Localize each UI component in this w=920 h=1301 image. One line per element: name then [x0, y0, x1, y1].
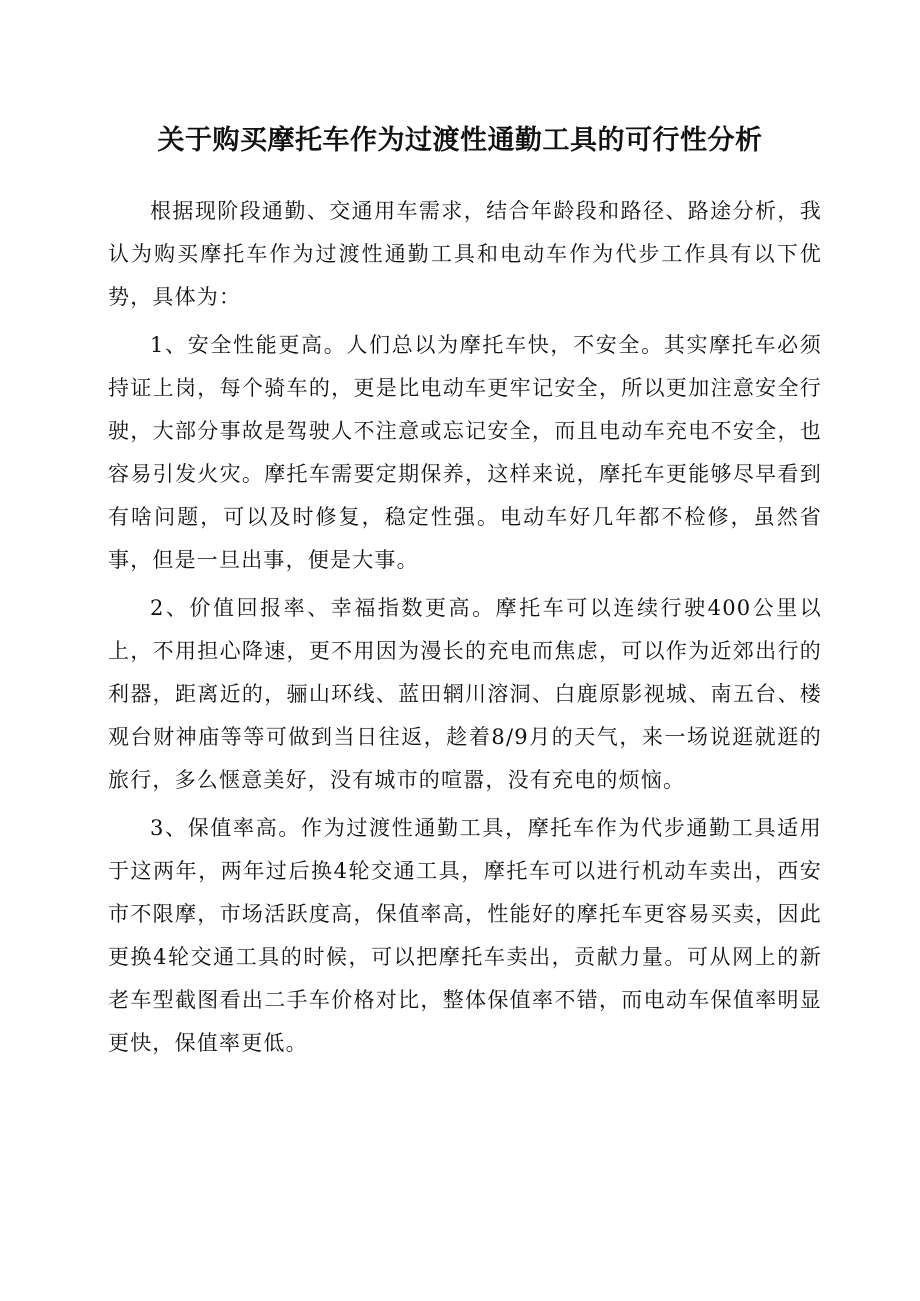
point-2-paragraph: 2、价值回报率、幸福指数更高。摩托车可以连续行驶400公里以上，不用担心降速，更不用因为漫长的充电而焦虑，可以作为近郊出行的利器，距离近的，骊山环线、蓝田辋川溶洞、白鹿原影视城、南五台、楼观台财神庙等等可做到当日往返，趁着8/9月的天气，来一场说逛就逛的旅行，多么惬意美好，没有城市的喧嚣，没有充电的烦恼。: [108, 596, 822, 792]
point-1-paragraph: 1、安全性能更高。人们总以为摩托车快，不安全。其实摩托车必须持证上岗，每个骑车的，更是比电动车更牢记安全，所以更加注意安全行驶，大部分事故是驾驶人不注意或忘记安全，而且电动车充电不安全，也容易引发火灾。摩托车需要定期保养，这样来说，摩托车更能够尽早看到有啥问题，可以及时修复，稳定性强。电动车好几年都不检修，虽然省事，但是一旦出事，便是大事。: [108, 333, 822, 572]
intro-paragraph: 根据现阶段通勤、交通用车需求，结合年龄段和路径、路途分析，我认为购买摩托车作为过渡性通勤工具和电动车作为代步工作具有以下优势，具体为：: [108, 199, 822, 309]
document-title: 关于购买摩托车作为过渡性通勤工具的可行性分析: [157, 125, 763, 156]
point-3-paragraph: 3、保值率高。作为过渡性通勤工具，摩托车作为代步通勤工具适用于这两年，两年过后换4轮交通工具，摩托车可以进行机动车卖出，西安市不限摩，市场活跃度高，保值率高，性能好的摩托车更容易买卖，因此更换4轮交通工具的时候，可以把摩托车卖出，贡献力量。可从网上的新老车型截图看出二手车价格对比，整体保值率不错，而电动车保值率明显更快，保值率更低。: [108, 816, 822, 1055]
document-body: [108, 190, 822, 1070]
